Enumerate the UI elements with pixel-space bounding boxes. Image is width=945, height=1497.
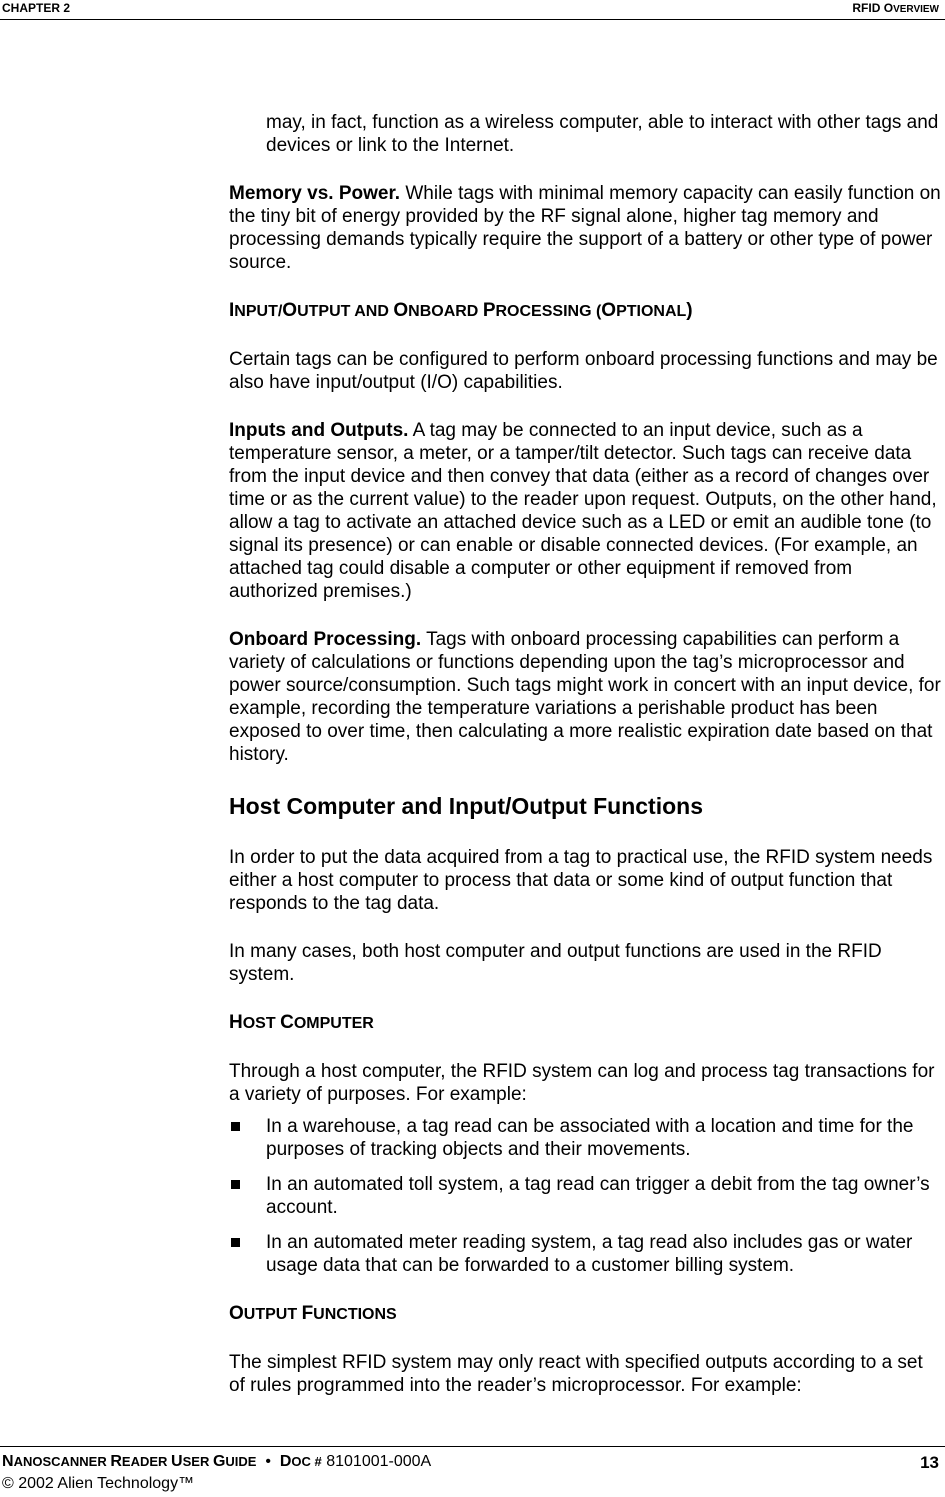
list-item-text: In an automated meter reading system, a tag read also includes gas or water usage data that can be forwarded to a customer billing system.	[266, 1232, 913, 1276]
heading-rest: UTPUT AND	[297, 303, 394, 320]
list-item-text: In a warehouse, a tag read can be associated with a location and time for the purposes of tracking objects and their movements.	[266, 1116, 914, 1160]
heading-cap: O	[282, 300, 298, 321]
output-intro-paragraph: The simplest RFID system may only react with specified outputs according to a set of rules programmed into the reader’s microprocessor. For example:	[229, 1352, 923, 1396]
host-examples-list	[229, 1115, 941, 1277]
memory-power-paragraph	[229, 182, 941, 274]
heading-cap: H	[229, 1012, 243, 1033]
square-bullet-icon	[231, 1122, 240, 1131]
inputs-outputs-paragraph	[229, 419, 941, 603]
label-cap: D	[279, 1453, 292, 1470]
title-cap: N	[2, 1453, 14, 1470]
onboard-processing-paragraph	[229, 628, 941, 766]
intro-continuation: may, in fact, function as a wireless computer, able to interact with other tags and devices or link to the Internet.	[266, 112, 939, 156]
section-title	[852, 1, 939, 15]
title-rest: SER	[182, 1454, 213, 1469]
page-number: 13	[920, 1453, 939, 1472]
heading-rest: NBOARD	[408, 303, 483, 320]
inputs-outputs-lead: Inputs and Outputs.	[229, 420, 409, 441]
title-cap: G	[212, 1453, 226, 1470]
heading-rest: OMPUTER	[293, 1015, 374, 1032]
heading-cap: F	[301, 1303, 314, 1324]
section-paragraph-2: In many cases, both host computer and output functions are used in the RFID system.	[229, 941, 882, 985]
section-title-tail: VERVIEW	[893, 4, 939, 15]
page-footer	[0, 1446, 945, 1492]
copyright: © 2002 Alien Technology™	[2, 1475, 195, 1492]
list-item	[229, 1115, 941, 1161]
title-rest: UIDE	[225, 1454, 257, 1469]
heading-rest: PTIONAL	[616, 303, 687, 320]
separator-dot: •	[265, 1453, 271, 1470]
memory-power-lead: Memory vs. Power.	[229, 183, 401, 204]
host-intro-paragraph: Through a host computer, the RFID system can log and process tag transactions for a variety of purposes. For example:	[229, 1061, 935, 1105]
heading-rest: UTPUT	[243, 1306, 302, 1323]
heading-rest: UNCTIONS	[313, 1306, 397, 1323]
title-cap: R	[110, 1453, 122, 1470]
square-bullet-icon	[231, 1238, 240, 1247]
list-item	[229, 1231, 941, 1277]
page-header	[0, 0, 945, 20]
title-cap: U	[171, 1453, 183, 1470]
list-item-text: In an automated toll system, a tag read can trigger a debit from the tag owner’s account.	[266, 1174, 930, 1218]
heading-cap: O	[601, 300, 617, 321]
io-intro-paragraph: Certain tags can be configured to perform onboard processing functions and may be also have input/output (I/O) capabilities.	[229, 349, 938, 393]
onboard-processing-text: Tags with onboard processing capabilities can perform a variety of calculations or functions depending upon the tag’s microprocessor and power source/consumption. Such tags might work in concert with an input device, for example, recording the temperature variations a perishable product has been exposed to over time, then calculating a more realistic expiration date based on that history.	[229, 629, 941, 765]
heading-rest: ROCESSING (	[495, 303, 602, 320]
page-body	[229, 111, 941, 1422]
heading-rest: OST	[242, 1015, 281, 1032]
section-heading: Host Computer and Input/Output Functions	[229, 793, 703, 819]
section-title-main: RFID O	[852, 1, 894, 15]
heading-cap: O	[229, 1303, 244, 1324]
heading-rest: )	[686, 300, 693, 321]
output-functions-heading	[229, 1302, 941, 1326]
title-rest: EADER	[121, 1454, 172, 1469]
chapter-label: CHAPTER 2	[2, 1, 71, 15]
square-bullet-icon	[231, 1180, 240, 1189]
heading-cap: I	[229, 300, 235, 321]
heading-cap: C	[280, 1012, 294, 1033]
onboard-processing-lead: Onboard Processing.	[229, 629, 422, 650]
heading-rest: NPUT/	[234, 303, 283, 320]
memory-power-text: While tags with minimal memory capacity can easily function on the tiny bit of energy provided by the RF signal alone, higher tag memory and processing demands typically require the support of a battery or other type of power source.	[229, 183, 941, 273]
heading-cap: P	[482, 300, 496, 321]
inputs-outputs-text: A tag may be connected to an input device, such as a temperature sensor, a meter, or a tamper/tilt detector. Such tags can receive data from the input device and then convey that data (either as a record of changes over time or as the current value) to the reader upon request. Outputs, on the other hand, allow a tag to activate an attached device such as a LED or emit an audible tone (to signal its presence) or can enable or disable connected devices. (For example, an attached tag could disable a computer or other equipment if removed from authorized premises.)	[229, 420, 937, 602]
doc-label	[280, 1453, 322, 1470]
io-processing-heading	[229, 299, 941, 323]
title-rest: ANOSCANNER	[13, 1454, 111, 1469]
guide-title	[2, 1453, 256, 1470]
host-computer-heading	[229, 1011, 941, 1035]
footer-guide-line	[2, 1453, 431, 1471]
section-paragraph-1: In order to put the data acquired from a tag to practical use, the RFID system needs either a host computer to process that data or some kind of output function that responds to the tag data.	[229, 847, 933, 914]
doc-number: 8101001-000A	[326, 1453, 432, 1470]
label-rest: OC #	[291, 1454, 322, 1469]
list-item	[229, 1173, 941, 1219]
heading-cap: O	[393, 300, 409, 321]
